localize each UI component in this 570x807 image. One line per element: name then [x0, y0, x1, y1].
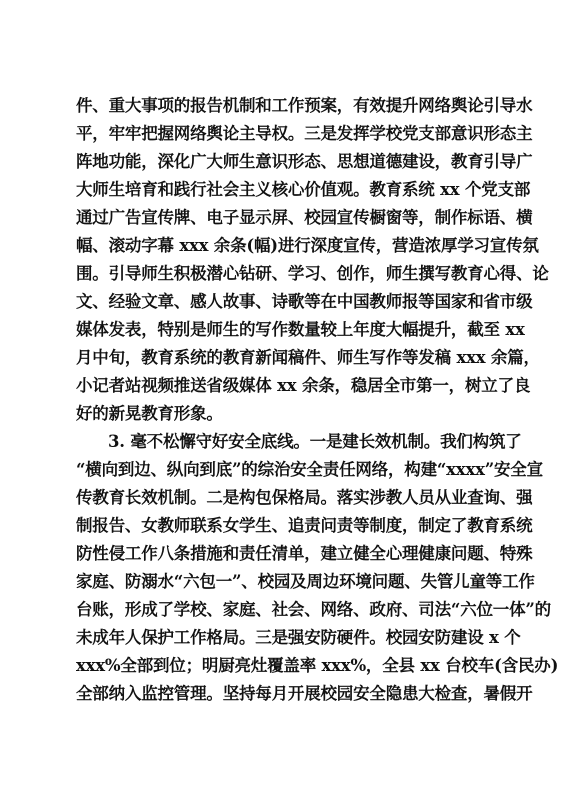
text-line: 月中旬，教育系统的教育新闻稿件、师生写作等发稿 xxx 余篇， [76, 348, 540, 367]
section-heading-line: 3. 毫不松懈守好安全底线。一是建长效机制。我们构筑了 [108, 432, 522, 451]
text-line: 平，牢牢把握网络舆论主导权。三是发挥学校党支部意识形态主 [76, 124, 533, 143]
text-line: 阵地功能，深化广大师生意识形态、思想道德建设，教育引导广 [76, 152, 533, 171]
text-line: xxx%全部到位；明厨亮灶覆盖率 xxx%，全县 xx 台校车(含民办) [76, 656, 559, 675]
text-line: 传教育长效机制。二是构包保格局。落实涉教人员从业查询、强 [76, 488, 533, 507]
text-line: 全部纳入监控管理。坚持每月开展校园安全隐患大检查，暑假开 [76, 684, 533, 703]
paragraph-end-line: 好的新晃教育形象。 [76, 404, 223, 423]
text-line: 未成年人保护工作格局。三是强安防硬件。校园安防建设 x 个 [76, 628, 521, 647]
text-line: 幅、滚动字幕 xxx 余条(幅)进行深度宣传，营造浓厚学习宣传氛 [76, 236, 539, 255]
text-line: 防性侵工作八条措施和责任清单，建立健全心理健康问题、特殊 [76, 544, 533, 563]
text-line: 通过广告宣传牌、电子显示屏、校园宣传橱窗等，制作标语、横 [76, 208, 533, 227]
text-line: “横向到边、纵向到底”的综治安全责任网络，构建“xxxx”安全宣 [76, 460, 543, 479]
text-line: 小记者站视频推送省级媒体 xx 余条，稳居全市第一，树立了良 [76, 376, 531, 395]
text-line: 家庭、防溺水“六包一”、校园及周边环境问题、失管儿童等工作 [76, 572, 535, 591]
text-line: 台账，形成了学校、家庭、社会、网络、政府、司法“六位一体”的 [76, 600, 551, 619]
text-line: 媒体发表，特别是师生的写作数量较上年度大幅提升，截至 xx [76, 320, 525, 339]
text-line: 件、重大事项的报告机制和工作预案，有效提升网络舆论引导水 [76, 96, 533, 115]
text-line: 大师生培育和践行社会主义核心价值观。教育系统 xx 个党支部 [76, 180, 531, 199]
text-line: 文、经验文章、感人故事、诗歌等在中国教师报等国家和省市级 [76, 292, 533, 311]
text-line: 围。引导师生积极潜心钻研、学习、创作，师生撰写教育心得、论 [76, 264, 549, 283]
document-body [76, 92, 559, 708]
text-line: 制报告、女教师联系女学生、追责问责等制度，制定了教育系统 [76, 516, 533, 535]
